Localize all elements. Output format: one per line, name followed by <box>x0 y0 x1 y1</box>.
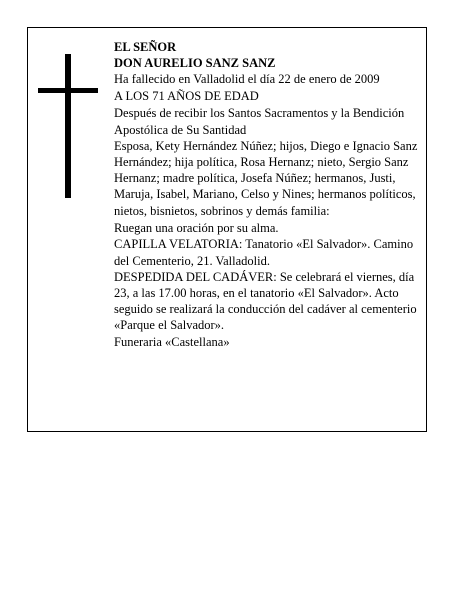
cross-icon <box>38 54 98 198</box>
funeral-home-line: Funeraria «Castellana» <box>114 334 230 349</box>
heading-line-1: EL SEÑOR <box>114 40 177 54</box>
prayer-line: Ruegan una oración por su alma. <box>114 221 279 236</box>
deceased-line: Ha fallecido en Valladolid el día 22 de enero de 2009 <box>114 72 380 87</box>
age-line: A LOS 71 AÑOS DE EDAD <box>114 88 259 103</box>
cross-vertical-bar <box>65 54 71 198</box>
obituary-text <box>114 39 419 350</box>
farewell-paragraph: DESPEDIDA DEL CADÁVER: Se celebrará el viernes, día 23, a las 17.00 horas, en el tanatorio «El Salvador». Acto seguido se realizará la conducción del cadáver al cementerio «Parque el Salvador». <box>114 269 417 333</box>
heading-line-2: DON AURELIO SANZ SANZ <box>114 56 276 71</box>
sacraments-paragraph: Después de recibir los Santos Sacramentos y la Bendición Apostólica de Su Santidad <box>114 106 405 137</box>
family-paragraph: Esposa, Kety Hernández Núñez; hijos, Diego e Ignacio Sanz Hernández; hija política, Rosa Hernanz; nieto, Sergio Sanz Hernanz; madre política, Josefa Núñez; hermanos, Justi, Maruja, Isabel, Mariano, Celso y Nines; hermanos políticos, nietos, bisnietos, sobrinos y demás familia: <box>114 138 418 218</box>
chapel-paragraph: CAPILLA VELATORIA: Tanatorio «El Salvador». Camino del Cementerio, 21. Valladolid. <box>114 237 414 268</box>
cross-horizontal-bar <box>38 88 98 93</box>
